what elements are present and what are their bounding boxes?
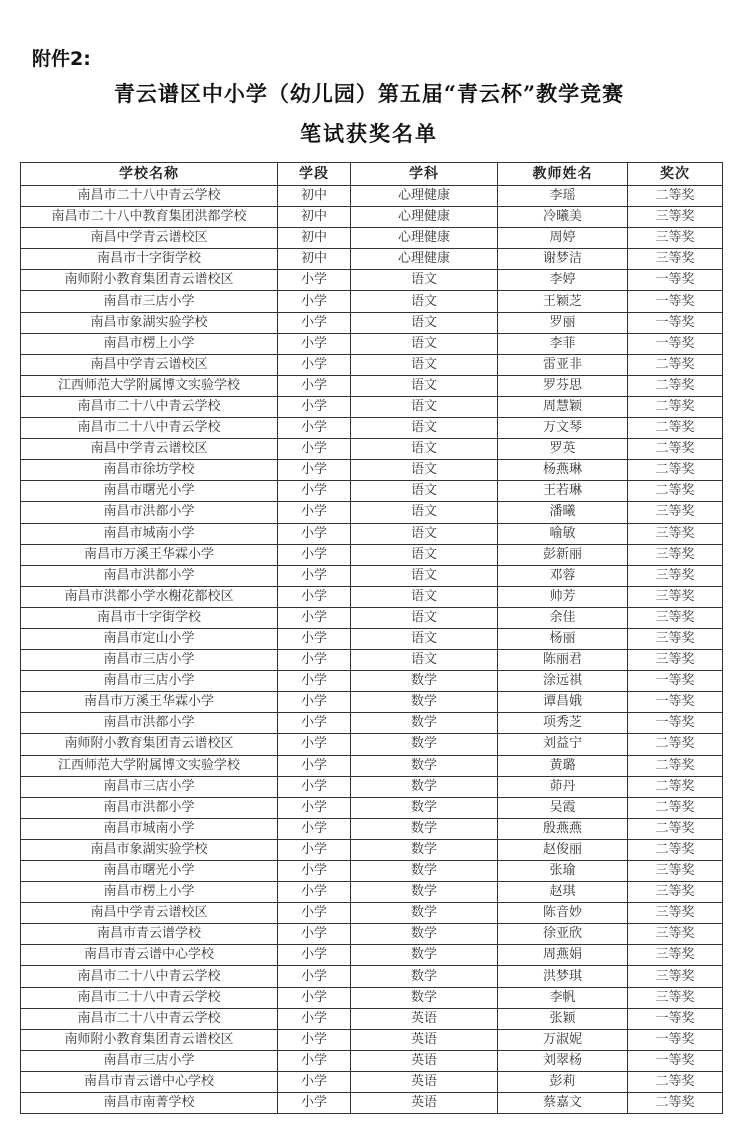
school-cell: 江西师范大学附属博文实验学校: [21, 755, 278, 776]
award-cell: 三等奖: [628, 228, 723, 249]
award-cell: 三等奖: [628, 565, 723, 586]
teacher-cell: 赵俊丽: [498, 839, 628, 860]
subject-cell: 数学: [351, 861, 498, 882]
teacher-cell: 陈音妙: [498, 903, 628, 924]
teacher-cell: 陈丽君: [498, 650, 628, 671]
teacher-cell: 万文琴: [498, 418, 628, 439]
header-stage: 学段: [278, 163, 351, 186]
award-cell: 二等奖: [628, 797, 723, 818]
school-cell: 南昌市万溪王华霖小学: [21, 544, 278, 565]
subject-cell: 语文: [351, 565, 498, 586]
teacher-cell: 张颖: [498, 1008, 628, 1029]
school-cell: 南昌市南菁学校: [21, 1093, 278, 1114]
teacher-cell: 李瑶: [498, 186, 628, 207]
award-cell: 二等奖: [628, 439, 723, 460]
school-cell: 南昌市曙光小学: [21, 481, 278, 502]
award-cell: 三等奖: [628, 502, 723, 523]
table-row: [21, 987, 723, 1008]
stage-cell: 小学: [278, 650, 351, 671]
teacher-cell: 李帆: [498, 987, 628, 1008]
school-cell: 南昌市青云谱中心学校: [21, 1071, 278, 1092]
school-cell: 南昌市洪都小学: [21, 502, 278, 523]
subject-cell: 语文: [351, 607, 498, 628]
subject-cell: 语文: [351, 396, 498, 417]
school-cell: 南昌市洪都小学: [21, 565, 278, 586]
school-cell: 南昌市定山小学: [21, 628, 278, 649]
stage-cell: 小学: [278, 903, 351, 924]
stage-cell: 小学: [278, 418, 351, 439]
subject-cell: 英语: [351, 1008, 498, 1029]
award-cell: 三等奖: [628, 924, 723, 945]
subject-cell: 语文: [351, 418, 498, 439]
subject-cell: 数学: [351, 945, 498, 966]
teacher-cell: 杨丽: [498, 628, 628, 649]
school-cell: 南昌市青云谱中心学校: [21, 945, 278, 966]
school-cell: 南昌市二十八中青云学校: [21, 1008, 278, 1029]
teacher-cell: 潘曦: [498, 502, 628, 523]
stage-cell: 小学: [278, 1093, 351, 1114]
table-row: [21, 460, 723, 481]
table-row: [21, 375, 723, 396]
table-row: [21, 396, 723, 417]
subject-cell: 语文: [351, 481, 498, 502]
stage-cell: 小学: [278, 375, 351, 396]
attachment-label: 附件2:: [32, 48, 91, 70]
subject-cell: 心理健康: [351, 249, 498, 270]
teacher-cell: 洪梦琪: [498, 966, 628, 987]
teacher-cell: 罗英: [498, 439, 628, 460]
table-row: [21, 734, 723, 755]
subject-cell: 数学: [351, 734, 498, 755]
subject-cell: 语文: [351, 439, 498, 460]
award-cell: 三等奖: [628, 945, 723, 966]
teacher-cell: 殷燕燕: [498, 818, 628, 839]
teacher-cell: 吴霞: [498, 797, 628, 818]
subject-cell: 英语: [351, 1029, 498, 1050]
subject-cell: 语文: [351, 354, 498, 375]
subject-cell: 英语: [351, 1093, 498, 1114]
school-cell: 南昌市青云谱学校: [21, 924, 278, 945]
school-cell: 南昌市二十八中教育集团洪都学校: [21, 207, 278, 228]
award-cell: 二等奖: [628, 354, 723, 375]
table-row: [21, 903, 723, 924]
stage-cell: 小学: [278, 607, 351, 628]
subject-cell: 语文: [351, 312, 498, 333]
stage-cell: 小学: [278, 882, 351, 903]
school-cell: 南昌市曙光小学: [21, 861, 278, 882]
teacher-cell: 徐亚欣: [498, 924, 628, 945]
award-cell: 二等奖: [628, 776, 723, 797]
teacher-cell: 彭莉: [498, 1071, 628, 1092]
school-cell: 南昌市徐坊学校: [21, 460, 278, 481]
stage-cell: 初中: [278, 249, 351, 270]
subject-cell: 数学: [351, 671, 498, 692]
subject-cell: 语文: [351, 523, 498, 544]
subject-cell: 英语: [351, 1071, 498, 1092]
table-row: [21, 249, 723, 270]
school-cell: 南昌中学青云谱校区: [21, 439, 278, 460]
teacher-cell: 邓蓉: [498, 565, 628, 586]
award-cell: 三等奖: [628, 586, 723, 607]
stage-cell: 初中: [278, 186, 351, 207]
stage-cell: 小学: [278, 502, 351, 523]
subject-cell: 语文: [351, 270, 498, 291]
award-cell: 三等奖: [628, 607, 723, 628]
stage-cell: 小学: [278, 987, 351, 1008]
table-row: [21, 354, 723, 375]
award-cell: 三等奖: [628, 207, 723, 228]
document-subtitle: 笔试获奖名单: [300, 121, 438, 146]
subject-cell: 数学: [351, 755, 498, 776]
subject-cell: 心理健康: [351, 207, 498, 228]
table-row: [21, 544, 723, 565]
subject-cell: 语文: [351, 375, 498, 396]
teacher-cell: 张瑜: [498, 861, 628, 882]
teacher-cell: 余佳: [498, 607, 628, 628]
table-row: [21, 1071, 723, 1092]
subject-cell: 语文: [351, 502, 498, 523]
award-cell: 二等奖: [628, 734, 723, 755]
teacher-cell: 谢梦洁: [498, 249, 628, 270]
award-cell: 三等奖: [628, 987, 723, 1008]
award-cell: 一等奖: [628, 692, 723, 713]
table-row: [21, 607, 723, 628]
award-cell: 一等奖: [628, 1029, 723, 1050]
teacher-cell: 罗丽: [498, 312, 628, 333]
stage-cell: 小学: [278, 945, 351, 966]
table-row: [21, 186, 723, 207]
teacher-cell: 茆丹: [498, 776, 628, 797]
table-row: [21, 586, 723, 607]
award-table-body: [21, 186, 723, 1114]
stage-cell: 小学: [278, 861, 351, 882]
header-row: [21, 163, 723, 186]
table-row: [21, 713, 723, 734]
stage-cell: 小学: [278, 333, 351, 354]
teacher-cell: 杨燕琳: [498, 460, 628, 481]
subject-cell: 数学: [351, 966, 498, 987]
teacher-cell: 王颖芝: [498, 291, 628, 312]
table-row: [21, 270, 723, 291]
award-cell: 三等奖: [628, 861, 723, 882]
school-cell: 南昌市楞上小学: [21, 882, 278, 903]
stage-cell: 小学: [278, 460, 351, 481]
school-cell: 南昌市城南小学: [21, 818, 278, 839]
school-cell: 南昌市二十八中青云学校: [21, 966, 278, 987]
award-cell: 二等奖: [628, 418, 723, 439]
table-row: [21, 502, 723, 523]
subject-cell: 数学: [351, 987, 498, 1008]
school-cell: 南昌中学青云谱校区: [21, 354, 278, 375]
subject-cell: 语文: [351, 650, 498, 671]
teacher-cell: 彭新丽: [498, 544, 628, 565]
school-cell: 南昌市三店小学: [21, 671, 278, 692]
table-row: [21, 228, 723, 249]
teacher-cell: 涂远祺: [498, 671, 628, 692]
subject-cell: 语文: [351, 333, 498, 354]
table-row: [21, 312, 723, 333]
subject-cell: 数学: [351, 839, 498, 860]
header-award: 奖次: [628, 163, 723, 186]
award-cell: 二等奖: [628, 755, 723, 776]
subject-cell: 数学: [351, 882, 498, 903]
stage-cell: 小学: [278, 354, 351, 375]
award-cell: 二等奖: [628, 186, 723, 207]
subject-cell: 心理健康: [351, 228, 498, 249]
school-cell: 南昌市三店小学: [21, 650, 278, 671]
table-row: [21, 1029, 723, 1050]
teacher-cell: 冷曦美: [498, 207, 628, 228]
stage-cell: 小学: [278, 439, 351, 460]
stage-cell: 小学: [278, 396, 351, 417]
school-cell: 南昌市三店小学: [21, 291, 278, 312]
subject-cell: 数学: [351, 776, 498, 797]
award-cell: 一等奖: [628, 1008, 723, 1029]
award-cell: 一等奖: [628, 270, 723, 291]
school-cell: 南昌市三店小学: [21, 1050, 278, 1071]
subject-cell: 心理健康: [351, 186, 498, 207]
header-subject: 学科: [351, 163, 498, 186]
award-cell: 三等奖: [628, 650, 723, 671]
subject-cell: 数学: [351, 692, 498, 713]
school-cell: 南师附小教育集团青云谱校区: [21, 734, 278, 755]
subject-cell: 英语: [351, 1050, 498, 1071]
stage-cell: 小学: [278, 966, 351, 987]
school-cell: 南昌市楞上小学: [21, 333, 278, 354]
stage-cell: 小学: [278, 628, 351, 649]
school-cell: 江西师范大学附属博文实验学校: [21, 375, 278, 396]
stage-cell: 小学: [278, 291, 351, 312]
award-cell: 三等奖: [628, 249, 723, 270]
award-cell: 二等奖: [628, 396, 723, 417]
teacher-cell: 罗芬思: [498, 375, 628, 396]
subject-cell: 数学: [351, 903, 498, 924]
stage-cell: 小学: [278, 671, 351, 692]
document-title: 青云谱区中小学（幼儿园）第五届“青云杯”教学竞赛: [113, 81, 625, 106]
table-row: [21, 818, 723, 839]
award-cell: 二等奖: [628, 818, 723, 839]
teacher-cell: 李婷: [498, 270, 628, 291]
school-cell: 南昌市十字街学校: [21, 249, 278, 270]
award-cell: 二等奖: [628, 1071, 723, 1092]
subject-cell: 数学: [351, 818, 498, 839]
subject-cell: 数学: [351, 713, 498, 734]
school-cell: 南昌市十字街学校: [21, 607, 278, 628]
award-cell: 三等奖: [628, 544, 723, 565]
award-cell: 一等奖: [628, 1050, 723, 1071]
teacher-cell: 周燕娟: [498, 945, 628, 966]
school-cell: 南昌市二十八中青云学校: [21, 396, 278, 417]
teacher-cell: 刘益宁: [498, 734, 628, 755]
stage-cell: 小学: [278, 1050, 351, 1071]
stage-cell: 小学: [278, 544, 351, 565]
teacher-cell: 周慧颖: [498, 396, 628, 417]
award-cell: 二等奖: [628, 1093, 723, 1114]
school-cell: 南昌市二十八中青云学校: [21, 987, 278, 1008]
stage-cell: 小学: [278, 776, 351, 797]
school-cell: 南昌市二十八中青云学校: [21, 186, 278, 207]
table-row: [21, 797, 723, 818]
table-row: [21, 1050, 723, 1071]
school-cell: 南师附小教育集团青云谱校区: [21, 270, 278, 291]
header-teacher: 教师姓名: [498, 163, 628, 186]
award-table: [20, 162, 723, 1114]
stage-cell: 小学: [278, 924, 351, 945]
table-row: [21, 755, 723, 776]
award-cell: 三等奖: [628, 966, 723, 987]
subject-cell: 数学: [351, 924, 498, 945]
subject-cell: 数学: [351, 797, 498, 818]
table-row: [21, 439, 723, 460]
award-cell: 一等奖: [628, 713, 723, 734]
table-row: [21, 1008, 723, 1029]
award-cell: 二等奖: [628, 839, 723, 860]
school-cell: 南昌中学青云谱校区: [21, 228, 278, 249]
school-cell: 南昌市城南小学: [21, 523, 278, 544]
award-cell: 一等奖: [628, 333, 723, 354]
stage-cell: 小学: [278, 713, 351, 734]
teacher-cell: 项秀芝: [498, 713, 628, 734]
award-cell: 一等奖: [628, 312, 723, 333]
award-cell: 三等奖: [628, 903, 723, 924]
table-row: [21, 650, 723, 671]
table-row: [21, 882, 723, 903]
stage-cell: 小学: [278, 755, 351, 776]
table-row: [21, 839, 723, 860]
stage-cell: 小学: [278, 1008, 351, 1029]
subject-cell: 语文: [351, 586, 498, 607]
stage-cell: 小学: [278, 586, 351, 607]
table-row: [21, 481, 723, 502]
subject-cell: 语文: [351, 628, 498, 649]
school-cell: 南昌市象湖实验学校: [21, 839, 278, 860]
school-cell: 南昌中学青云谱校区: [21, 903, 278, 924]
teacher-cell: 雷亚非: [498, 354, 628, 375]
stage-cell: 小学: [278, 692, 351, 713]
teacher-cell: 李菲: [498, 333, 628, 354]
teacher-cell: 帅芳: [498, 586, 628, 607]
stage-cell: 初中: [278, 207, 351, 228]
table-row: [21, 692, 723, 713]
subject-cell: 语文: [351, 460, 498, 481]
award-cell: 三等奖: [628, 628, 723, 649]
header-school: 学校名称: [21, 163, 278, 186]
table-row: [21, 776, 723, 797]
school-cell: 南师附小教育集团青云谱校区: [21, 1029, 278, 1050]
table-row: [21, 671, 723, 692]
teacher-cell: 刘翠杨: [498, 1050, 628, 1071]
award-cell: 三等奖: [628, 523, 723, 544]
table-row: [21, 333, 723, 354]
stage-cell: 小学: [278, 481, 351, 502]
award-cell: 二等奖: [628, 375, 723, 396]
subject-cell: 语文: [351, 544, 498, 565]
school-cell: 南昌市象湖实验学校: [21, 312, 278, 333]
teacher-cell: 赵琪: [498, 882, 628, 903]
award-cell: 一等奖: [628, 291, 723, 312]
stage-cell: 小学: [278, 797, 351, 818]
table-row: [21, 291, 723, 312]
teacher-cell: 周婷: [498, 228, 628, 249]
teacher-cell: 蔡嘉文: [498, 1093, 628, 1114]
teacher-cell: 万淑妮: [498, 1029, 628, 1050]
stage-cell: 小学: [278, 839, 351, 860]
table-row: [21, 207, 723, 228]
teacher-cell: 喻敏: [498, 523, 628, 544]
stage-cell: 小学: [278, 1029, 351, 1050]
subject-cell: 语文: [351, 291, 498, 312]
school-cell: 南昌市洪都小学水榭花都校区: [21, 586, 278, 607]
table-row: [21, 924, 723, 945]
table-row: [21, 418, 723, 439]
table-row: [21, 628, 723, 649]
table-row: [21, 1093, 723, 1114]
table-row: [21, 945, 723, 966]
stage-cell: 小学: [278, 734, 351, 755]
school-cell: 南昌市洪都小学: [21, 713, 278, 734]
teacher-cell: 王若琳: [498, 481, 628, 502]
table-row: [21, 966, 723, 987]
table-row: [21, 861, 723, 882]
teacher-cell: 黄璐: [498, 755, 628, 776]
teacher-cell: 谭昌娥: [498, 692, 628, 713]
stage-cell: 小学: [278, 312, 351, 333]
award-cell: 二等奖: [628, 481, 723, 502]
award-cell: 三等奖: [628, 882, 723, 903]
stage-cell: 初中: [278, 228, 351, 249]
stage-cell: 小学: [278, 565, 351, 586]
stage-cell: 小学: [278, 1071, 351, 1092]
school-cell: 南昌市洪都小学: [21, 797, 278, 818]
table-row: [21, 565, 723, 586]
table-row: [21, 523, 723, 544]
award-cell: 二等奖: [628, 460, 723, 481]
school-cell: 南昌市二十八中青云学校: [21, 418, 278, 439]
school-cell: 南昌市三店小学: [21, 776, 278, 797]
stage-cell: 小学: [278, 523, 351, 544]
award-cell: 一等奖: [628, 671, 723, 692]
stage-cell: 小学: [278, 270, 351, 291]
school-cell: 南昌市万溪王华霖小学: [21, 692, 278, 713]
stage-cell: 小学: [278, 818, 351, 839]
